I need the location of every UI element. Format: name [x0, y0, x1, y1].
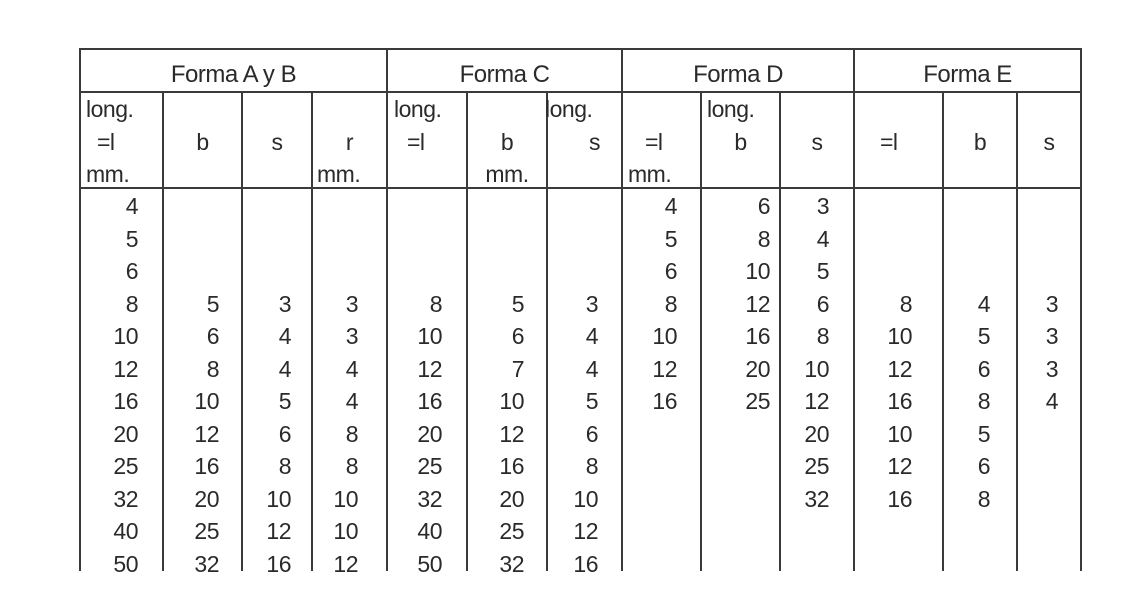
table-cell-c-s: 12 [573, 518, 598, 544]
subheader-d-l-line2: mm. [628, 161, 672, 187]
table-cell-ab-s: 6 [278, 420, 291, 447]
table-cell-ab-long: 10 [113, 323, 138, 349]
table-cell-d-l: 5 [664, 225, 677, 252]
table-cell-d-b: 20 [745, 355, 770, 382]
table-top-border [79, 48, 1082, 50]
table-cell-e-s: 3 [1045, 355, 1058, 382]
table-cell-c-long: 20 [417, 420, 442, 447]
table-cell-c-b: 20 [499, 485, 524, 512]
column-divider [700, 91, 702, 571]
table-cell-e-l: 10 [887, 323, 912, 349]
table-cell-c-b: 7 [511, 355, 524, 382]
subheader-d-long-line2: b [734, 129, 747, 155]
table-cell-d-l: 12 [652, 355, 677, 382]
table-cell-c-s: 4 [585, 355, 598, 382]
table-cell-d-s: 10 [804, 355, 829, 382]
table-cell-ab-long: 25 [113, 453, 138, 479]
table-cell-ab-r: 8 [345, 453, 358, 479]
table-cell-e-l: 8 [899, 290, 912, 317]
table-cell-c-long: 12 [417, 355, 442, 382]
table-cell-c-b: 16 [499, 453, 524, 479]
subheader-ab-r-line2: mm. [317, 161, 361, 187]
table-cell-c-b: 6 [511, 323, 524, 349]
table-cell-c-long: 32 [417, 485, 442, 512]
table-cell-d-s: 20 [804, 420, 829, 447]
table-cell-ab-b: 16 [194, 453, 219, 479]
column-divider [162, 91, 164, 571]
table-cell-ab-r: 8 [345, 420, 358, 447]
table-cell-ab-s: 10 [266, 485, 291, 512]
table-cell-e-b: 8 [977, 388, 990, 414]
table-cell-e-b: 5 [977, 323, 990, 349]
table-cell-c-s: 5 [585, 388, 598, 414]
group-divider-ab-c [386, 48, 388, 571]
table-cell-c-long: 25 [417, 453, 442, 479]
table-cell-d-s: 12 [804, 388, 829, 414]
table-cell-ab-r: 4 [345, 388, 358, 414]
table-cell-e-l: 12 [887, 453, 912, 479]
table-cell-c-b: 10 [499, 388, 524, 414]
table-cell-c-b: 5 [511, 290, 524, 317]
table-cell-ab-r: 10 [333, 518, 358, 544]
table-cell-ab-s: 8 [278, 453, 291, 479]
subheader-c-long2-line2: s [589, 129, 600, 155]
table-cell-ab-s: 3 [278, 290, 291, 317]
table-cell-ab-b: 12 [194, 420, 219, 447]
table-cell-e-s: 4 [1045, 388, 1058, 414]
subheader-e-s: s [1043, 129, 1055, 155]
subheader-d-l-line1: =l [645, 129, 663, 155]
table-cell-ab-b: 25 [194, 518, 219, 544]
table-cell-e-b: 4 [977, 290, 990, 317]
table-cell-c-b: 25 [499, 518, 524, 544]
table-cell-e-l: 16 [887, 388, 912, 414]
table-cell-e-b: 8 [977, 485, 990, 512]
table-cell-d-l: 10 [652, 323, 677, 349]
table-cell-ab-s: 4 [278, 355, 291, 382]
subheader-c-long2-line1: long. [545, 96, 593, 122]
table-cell-c-s: 10 [573, 485, 598, 512]
table-cell-d-b: 16 [745, 323, 770, 349]
table-cell-ab-r: 3 [345, 290, 358, 317]
subheader-d-long-line1: long. [707, 96, 755, 122]
table-cell-ab-b: 8 [206, 355, 219, 382]
table-cell-c-b: 12 [499, 420, 524, 447]
subheader-c-long-line2: =l [407, 129, 425, 155]
table-cell-ab-s: 4 [278, 323, 291, 349]
table-cell-ab-r: 4 [345, 355, 358, 382]
left-border [79, 48, 81, 571]
table-cell-d-s: 8 [816, 323, 829, 349]
group-divider-c-d [621, 48, 623, 571]
subheader-ab-r-line1: r [345, 129, 353, 155]
table-cell-d-s: 5 [816, 258, 829, 284]
table-cell-ab-b: 10 [194, 388, 219, 414]
subheader-d-s: s [811, 129, 823, 155]
table-cell-d-s: 3 [816, 193, 829, 219]
table-cell-e-s: 3 [1045, 323, 1058, 349]
table-cell-d-l: 8 [664, 290, 677, 317]
table-cell-ab-s: 16 [266, 550, 291, 577]
subheader-e-l: =l [880, 129, 898, 155]
table-cell-d-b: 25 [745, 388, 770, 414]
subheader-c-b-line2: mm. [485, 161, 529, 187]
table-cell-e-b: 5 [977, 420, 990, 447]
subheader-divider [79, 187, 1082, 189]
table-cell-d-b: 10 [745, 258, 770, 284]
subheader-ab-long-line2: =l [97, 129, 115, 155]
table-cell-c-s: 6 [585, 420, 598, 447]
table-cell-ab-long: 50 [113, 550, 138, 577]
subheader-ab-long-line3: mm. [86, 161, 130, 187]
right-border [1080, 48, 1082, 571]
table-cell-ab-b: 6 [206, 323, 219, 349]
table-cell-c-long: 8 [429, 290, 442, 317]
table-cell-ab-r: 10 [333, 485, 358, 512]
subheader-e-b: b [973, 129, 987, 155]
table-cell-ab-s: 5 [278, 388, 291, 414]
table-cell-c-long: 40 [417, 518, 442, 544]
table-cell-ab-r: 12 [333, 550, 358, 577]
table-cell-ab-long: 32 [113, 485, 138, 512]
table-cell-ab-long: 16 [113, 388, 138, 414]
table-cell-ab-r: 3 [345, 323, 358, 349]
subheader-c-long-line1: long. [394, 96, 442, 122]
table-cell-e-s: 3 [1045, 290, 1058, 317]
table-cell-c-s: 8 [585, 453, 598, 479]
table-cell-e-b: 6 [977, 453, 990, 479]
table-cell-d-b: 12 [745, 290, 770, 317]
group-divider-d-e [853, 48, 855, 571]
table-cell-d-s: 4 [816, 225, 829, 252]
table-cell-e-l: 12 [887, 355, 912, 382]
table-cell-c-b: 32 [499, 550, 524, 577]
table-cell-d-l: 16 [652, 388, 677, 414]
table-cell-d-s: 6 [816, 290, 829, 317]
table-cell-d-l: 6 [664, 258, 677, 284]
table-cell-c-s: 4 [585, 323, 598, 349]
table-cell-ab-b: 20 [194, 485, 219, 512]
table-cell-ab-long: 4 [125, 193, 138, 219]
table-cell-d-b: 8 [757, 225, 770, 252]
table-cell-ab-b: 5 [206, 290, 219, 317]
table-cell-ab-b: 32 [194, 550, 219, 577]
subheader-ab-long-line1: long. [86, 96, 134, 122]
table-cell-d-b: 6 [757, 193, 770, 219]
table-cell-e-l: 10 [887, 420, 912, 447]
table-cell-d-l: 4 [664, 193, 677, 219]
table-cell-ab-long: 20 [113, 420, 138, 447]
table-cell-e-l: 16 [887, 485, 912, 512]
group-title-forma-d: Forma D [693, 61, 783, 88]
table-cell-ab-long: 6 [125, 258, 138, 284]
table-cell-c-long: 10 [417, 323, 442, 349]
group-title-forma-c: Forma C [459, 61, 550, 88]
subheader-c-b-line1: b [500, 129, 514, 155]
table-cell-ab-s: 12 [266, 518, 291, 544]
table-cell-c-s: 3 [585, 290, 598, 317]
table-cell-ab-long: 12 [113, 355, 138, 382]
group-title-forma-ab: Forma A y B [170, 61, 297, 88]
subheader-ab-s: s [271, 129, 283, 155]
table-cell-ab-long: 8 [125, 290, 138, 317]
subheader-ab-b: b [196, 129, 209, 155]
table-cell-c-long: 50 [417, 550, 442, 577]
table-cell-d-s: 25 [804, 453, 829, 479]
table-cell-ab-long: 40 [113, 518, 138, 544]
table-cell-d-s: 32 [804, 485, 829, 512]
group-title-forma-e: Forma E [923, 61, 1012, 88]
table-cell-c-long: 16 [417, 388, 442, 414]
table-cell-e-b: 6 [977, 355, 990, 382]
table-cell-ab-long: 5 [125, 225, 138, 252]
table-cell-c-s: 16 [573, 550, 598, 577]
